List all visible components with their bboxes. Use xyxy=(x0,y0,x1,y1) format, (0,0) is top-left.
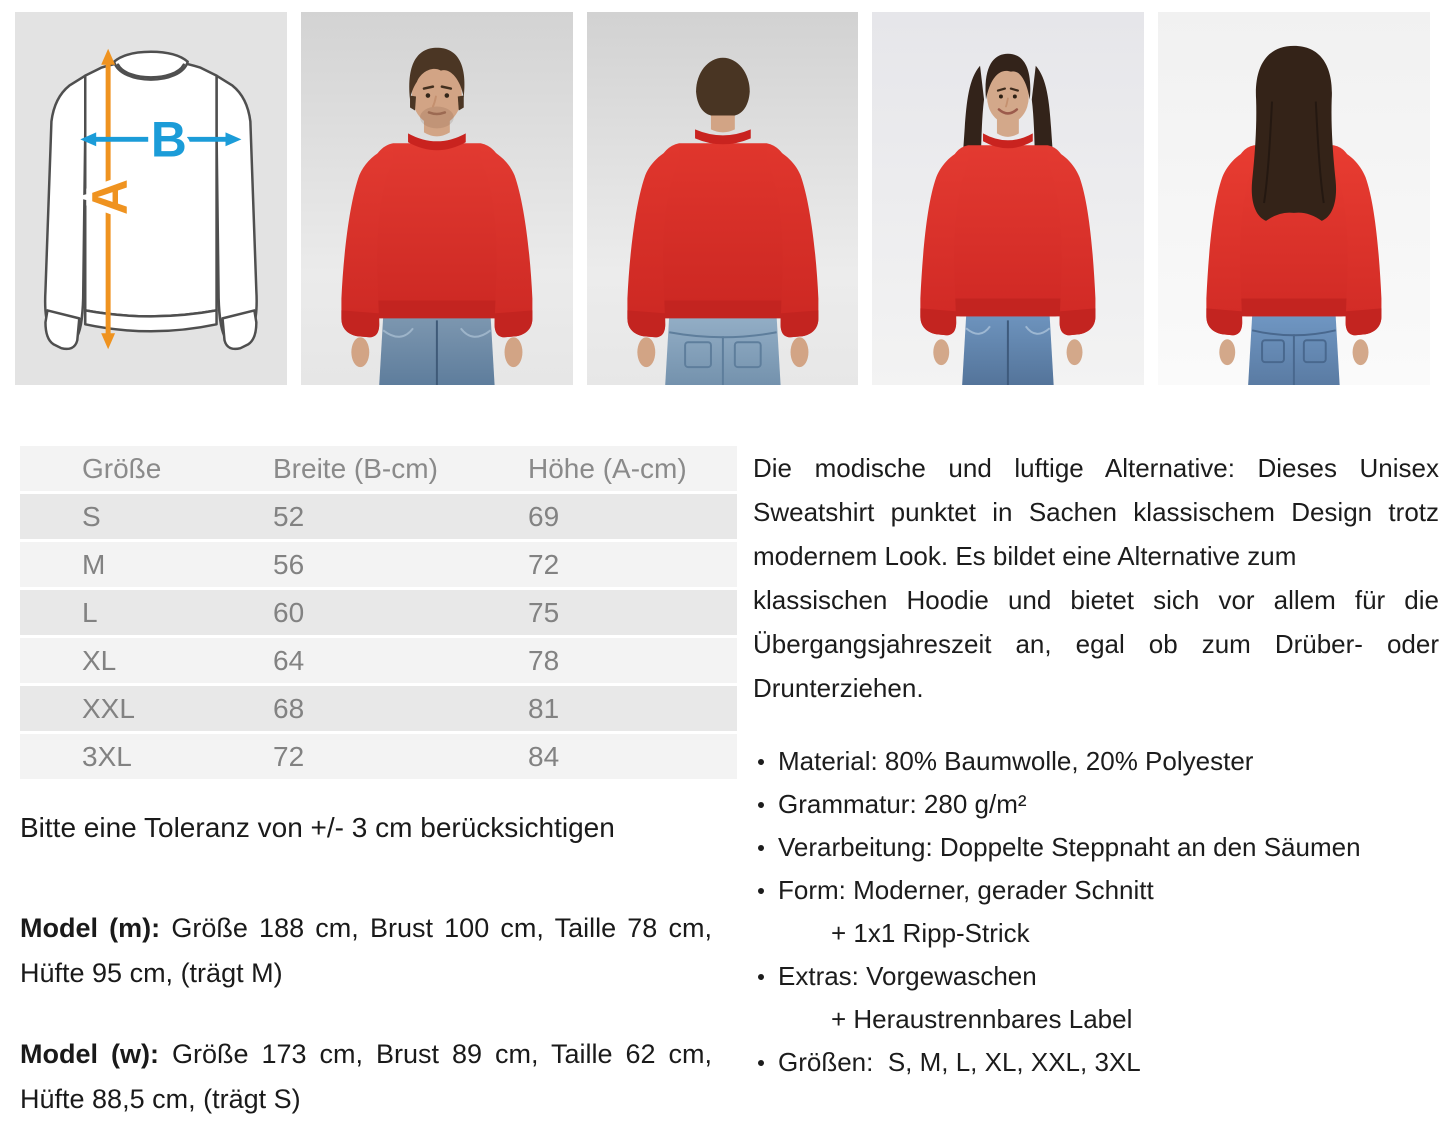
size-diagram-image xyxy=(15,12,287,385)
size-cell: XL xyxy=(82,644,117,676)
photo-woman-back xyxy=(1158,12,1430,385)
description-line: klassischen Hoodie und bietet sich vor allem für die xyxy=(753,585,1439,615)
table-row-s xyxy=(20,494,737,539)
table-row-xxl xyxy=(20,686,737,731)
height-cell: 78 xyxy=(528,644,560,676)
product-image-strip xyxy=(15,12,1430,385)
spec-item-groessen: Größen: S, M, L, XL, XXL, 3XL xyxy=(753,1041,1439,1084)
width-cell: 60 xyxy=(273,596,305,628)
measure-label-a: A xyxy=(82,179,139,215)
woman-back-illustration xyxy=(1158,12,1430,385)
model-w-label: Model (w): xyxy=(20,1039,159,1069)
photo-man-back xyxy=(587,12,859,385)
column-header-groesse: Größe xyxy=(82,452,162,484)
tolerance-note: Bitte eine Toleranz von +/- 3 cm berücksichtigen xyxy=(20,812,615,843)
bullet-dot-icon xyxy=(758,888,764,894)
width-cell: 56 xyxy=(273,548,305,580)
table-row-m xyxy=(20,542,737,587)
width-cell: 72 xyxy=(273,740,305,772)
spec-item-label: + Heraustrennbares Label xyxy=(831,1004,1133,1034)
measure-label-b: B xyxy=(150,111,187,168)
spec-item-extras: Extras: Vorgewaschen xyxy=(753,955,1439,998)
model-w-measurements: Größe 173 cm, Brust 89 cm, Taille 62 cm, Hüfte 88,5 cm, (trägt S) xyxy=(20,1039,712,1114)
height-cell: 69 xyxy=(528,500,560,532)
product-description xyxy=(753,446,1439,710)
model-m-measurements: Größe 188 cm, Brust 100 cm, Taille 78 cm, Hüfte 95 cm, (trägt M) xyxy=(20,913,712,988)
man-front-illustration xyxy=(301,12,573,385)
bullet-dot-icon xyxy=(758,802,764,808)
size-cell: XXL xyxy=(82,692,135,724)
column-header-breite: Breite (B-cm) xyxy=(273,452,438,484)
spec-list xyxy=(753,740,1439,1084)
width-cell: 68 xyxy=(273,692,305,724)
model-m-info xyxy=(20,906,712,996)
table-row-xl xyxy=(20,638,737,683)
table-row-l xyxy=(20,590,737,635)
bullet-dot-icon xyxy=(758,845,764,851)
spec-item-ripp-strick: + 1x1 Ripp-Strick xyxy=(831,918,1030,948)
width-cell: 64 xyxy=(273,644,305,676)
spec-item-grammatur: Grammatur: 280 g/m² xyxy=(753,783,1439,826)
photo-man-front xyxy=(301,12,573,385)
size-cell: L xyxy=(82,596,98,628)
bullet-dot-icon xyxy=(758,759,764,765)
description-line: Sweatshirt punktet in Sachen klassischem Design trotz xyxy=(753,497,1439,527)
bullet-dot-icon xyxy=(758,974,764,980)
size-cell: S xyxy=(82,500,101,532)
spec-item-verarbeitung: Verarbeitung: Doppelte Steppnaht an den Säumen xyxy=(753,826,1439,869)
size-cell: 3XL xyxy=(82,740,132,772)
spec-item-form: Form: Moderner, gerader Schnitt xyxy=(753,869,1439,912)
height-cell: 75 xyxy=(528,596,560,628)
model-m-label: Model (m): xyxy=(20,913,161,943)
sweatshirt-measure-diagram xyxy=(15,12,287,385)
size-table-header-row xyxy=(20,446,737,491)
table-row-3xl xyxy=(20,734,737,779)
woman-front-illustration xyxy=(872,12,1144,385)
spec-item-material: Material: 80% Baumwolle, 20% Polyester xyxy=(753,740,1439,783)
height-cell: 72 xyxy=(528,548,560,580)
description-line: modernem Look. Es bildet eine Alternative zum xyxy=(753,541,1297,571)
description-line: Die modische und luftige Alternative: Dieses Unisex xyxy=(753,453,1439,483)
size-cell: M xyxy=(82,548,106,580)
bullet-dot-icon xyxy=(758,1060,764,1066)
man-back-illustration xyxy=(587,12,859,385)
height-cell: 81 xyxy=(528,692,560,724)
column-header-hoehe: Höhe (A-cm) xyxy=(528,452,687,484)
width-cell: 52 xyxy=(273,500,305,532)
model-w-info xyxy=(20,1032,712,1122)
height-cell: 84 xyxy=(528,740,560,772)
description-line: Drunterziehen. xyxy=(753,673,924,703)
description-line: Übergangsjahreszeit an, egal ob zum Drüber- oder xyxy=(753,629,1439,659)
size-table xyxy=(20,443,737,782)
photo-woman-front xyxy=(872,12,1144,385)
